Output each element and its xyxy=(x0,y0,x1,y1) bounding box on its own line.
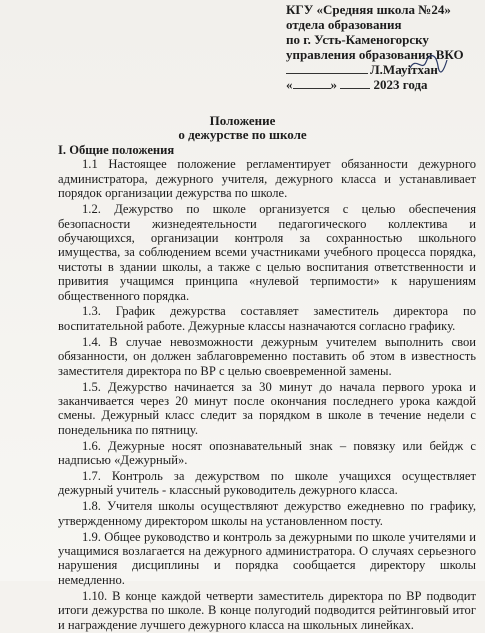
paragraph-1-3: 1.3. График дежурства составляет заместитель директора по воспитательной работе. Дежурные классы назначаются согласно графику. xyxy=(58,304,476,333)
section-heading: I. Общие положения xyxy=(58,143,175,157)
paragraph-1-5: 1.5. Дежурство начинается за 30 минут до начала первого урока и заканчивается через 20 минут после окончания последнего урока каждой смены. Дежурный класс следит за порядком в школе в течение недели с понедельника по пятницу. xyxy=(58,379,476,437)
date-close-quote: » xyxy=(330,77,337,92)
date-month-blank xyxy=(340,79,370,89)
date-day-blank xyxy=(293,79,331,89)
date-line xyxy=(286,77,482,92)
paragraph-1-1: 1.1 Настоящее положение регламентирует обязанности дежурного администратора, дежурного учителя, дежурного класса и устанавливает порядок организации дежурства по школе. xyxy=(58,157,476,201)
document-subtitle: о дежурстве по школе xyxy=(178,127,307,142)
header-line-4: управления образования ВКО xyxy=(286,47,464,62)
approval-header xyxy=(286,2,482,92)
header-line-2: отдела образования xyxy=(286,17,402,32)
document-body xyxy=(58,143,476,633)
paragraph-1-9: 1.9. Общее руководство и контроль за дежурными по школе учителями и учащимися возлагается на дежурного администратора. О случаях серьезного нарушения дисциплины и порядка сообщается директору школы немедленно. xyxy=(58,529,476,587)
signature-underline xyxy=(286,64,368,74)
header-line-1: КГУ «Средняя школа №24» xyxy=(286,2,451,17)
date-year: 2023 года xyxy=(373,77,428,92)
paragraph-1-7: 1.7. Контроль за дежурством по школе учащихся осуществляет дежурный учитель - классный руководитель дежурного класса. xyxy=(58,468,476,498)
paragraph-1-8: 1.8. Учителя школы осуществляют дежурство ежедневно по графику, утвержденному директором школы на установленном посту. xyxy=(58,499,476,528)
signer-name: Л.Мауітхан xyxy=(370,62,438,77)
document-title: Положение xyxy=(209,113,276,128)
paragraph-1-2: 1.2. Дежурство по школе организуется с целью обеспечения безопасности жизнедеятельности педагогического коллектива и обучающихся, организации контроля за сохранностью школьного имущества, за соблюдением всеми участниками учебного процесса порядка, чистоты в здании школы, а также с целью воспитания ответственности и привития учащимся принципа «нулевой терпимости» к нарушениям общественного порядка. xyxy=(58,202,476,303)
paragraph-1-6: 1.6. Дежурные носят опознавательный знак – повязку или бейдж с надписью «Дежурный». xyxy=(58,438,476,468)
paragraph-1-4: 1.4. В случае невозможности дежурным учителем выполнить свои обязанности, он должен заблаговременно поставить об этом в известность заместителя директора по ВР с целью своевременной замены. xyxy=(58,334,476,378)
header-line-3: по г. Усть-Каменогорску xyxy=(286,32,429,47)
paragraph-1-10: 1.10. В конце каждой четверти заместитель директора по ВР подводит итоги дежурства по школе. В конце полугодий подводится рейтинговый итог и награждение лучшего дежурного класса на школьных линейках. xyxy=(58,588,476,632)
signer-line xyxy=(286,62,482,77)
handwritten-signature xyxy=(408,52,448,74)
date-open-quote: « xyxy=(286,77,293,92)
